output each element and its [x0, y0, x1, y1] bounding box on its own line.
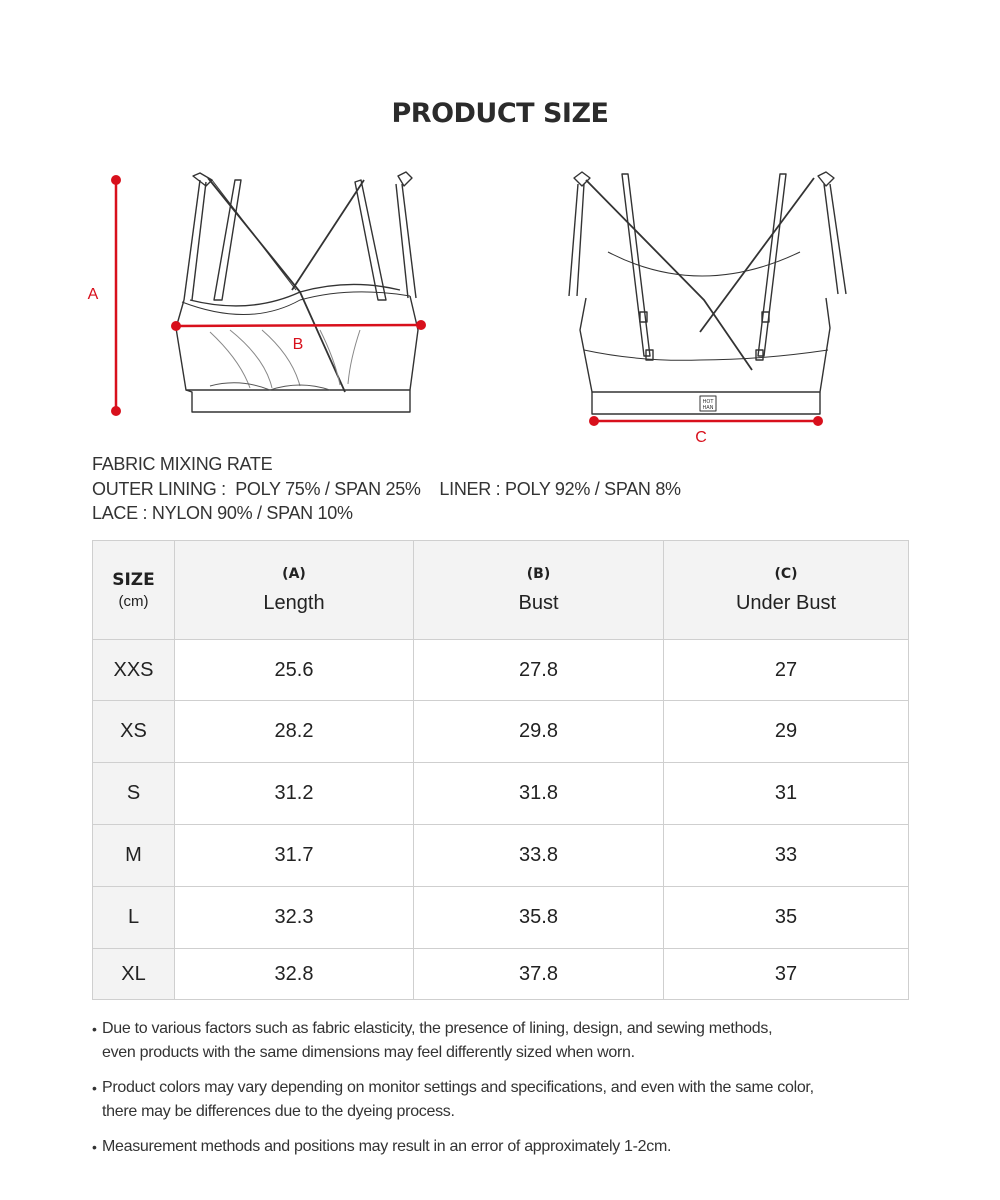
note-text: Product colors may vary depending on monitor settings and specifications, and even with the same color, [102, 1079, 814, 1096]
cell-bust: 27.8 [414, 640, 664, 701]
cell-bust: 29.8 [414, 701, 664, 763]
fabric-heading: FABRIC MIXING RATE [92, 454, 273, 474]
measure-dot-a-bottom [111, 406, 121, 416]
header-length-label: Length [263, 591, 325, 614]
cell-length: 32.8 [175, 949, 414, 1000]
table-row [93, 949, 909, 1000]
table-row [93, 887, 909, 949]
cell-length: 31.7 [175, 825, 414, 887]
size-table [92, 540, 909, 1000]
tag-text-1: HOT [702, 399, 714, 405]
measure-label-c: C [695, 429, 707, 446]
table-row [93, 701, 909, 763]
header-under-bust-code: (C) [774, 565, 798, 582]
cell-under-bust: 35 [664, 887, 909, 949]
note-text: Due to various factors such as fabric elasticity, the presence of lining, design, and sewing methods, [102, 1020, 773, 1037]
notes-list [92, 1017, 912, 1170]
note-bullet: • [92, 1139, 97, 1155]
header-unit-label: (cm) [118, 593, 149, 610]
measure-dot-a-top [111, 175, 121, 185]
size-table-wrapper [92, 540, 908, 999]
cell-size: XXS [93, 640, 175, 701]
note-item [92, 1135, 912, 1159]
header-under-bust [664, 541, 909, 640]
header-size [93, 541, 175, 640]
fabric-info [92, 452, 681, 526]
cell-bust: 35.8 [414, 887, 664, 949]
note-item [92, 1076, 912, 1124]
header-bust [414, 541, 664, 640]
note-bullet: • [92, 1080, 97, 1096]
measure-line-b [176, 325, 421, 326]
cell-under-bust: 31 [664, 763, 909, 825]
cell-size: L [93, 887, 175, 949]
header-length-code: (A) [282, 565, 306, 582]
note-bullet: • [92, 1021, 97, 1037]
cell-size: M [93, 825, 175, 887]
header-under-bust-label: Under Bust [735, 591, 837, 614]
header-bust-label: Bust [518, 591, 559, 614]
tag-text-2: HAN [702, 405, 714, 411]
note-item [92, 1017, 912, 1065]
measure-dot-b-left [171, 321, 181, 331]
cell-length: 25.6 [175, 640, 414, 701]
fabric-lace: LACE : NYLON 90% / SPAN 10% [92, 503, 353, 523]
cell-length: 31.2 [175, 763, 414, 825]
cell-under-bust: 27 [664, 640, 909, 701]
header-bust-code: (B) [526, 565, 551, 582]
cell-length: 28.2 [175, 701, 414, 763]
table-row [93, 825, 909, 887]
table-header-row [93, 541, 909, 640]
measure-label-a: A [87, 286, 99, 303]
measure-dot-c-right [813, 416, 823, 426]
front-garment-drawing [176, 172, 418, 412]
fabric-outer-liner: OUTER LINING : POLY 75% / SPAN 25% LINER : POLY 92% / SPAN 8% [92, 478, 681, 499]
measure-dot-c-left [589, 416, 599, 426]
cell-bust: 31.8 [414, 763, 664, 825]
garment-diagram [0, 160, 1000, 450]
table-row [93, 640, 909, 701]
note-text: even products with the same dimensions may feel differently sized when worn. [102, 1044, 635, 1061]
page-title: PRODUCT SIZE [391, 98, 609, 129]
measure-dot-b-right [416, 320, 426, 330]
cell-size: XS [93, 701, 175, 763]
cell-size: S [93, 763, 175, 825]
cell-bust: 37.8 [414, 949, 664, 1000]
cell-size: XL [93, 949, 175, 1000]
note-text: Measurement methods and positions may result in an error of approximately 1-2cm. [102, 1138, 672, 1155]
cell-bust: 33.8 [414, 825, 664, 887]
header-length [175, 541, 414, 640]
measure-label-b: B [292, 336, 304, 353]
header-size-label: SIZE [112, 570, 155, 590]
cell-length: 32.3 [175, 887, 414, 949]
table-row [93, 763, 909, 825]
cell-under-bust: 29 [664, 701, 909, 763]
cell-under-bust: 37 [664, 949, 909, 1000]
cell-under-bust: 33 [664, 825, 909, 887]
note-text: there may be differences due to the dyeing process. [102, 1103, 455, 1120]
back-garment-drawing [569, 172, 846, 414]
